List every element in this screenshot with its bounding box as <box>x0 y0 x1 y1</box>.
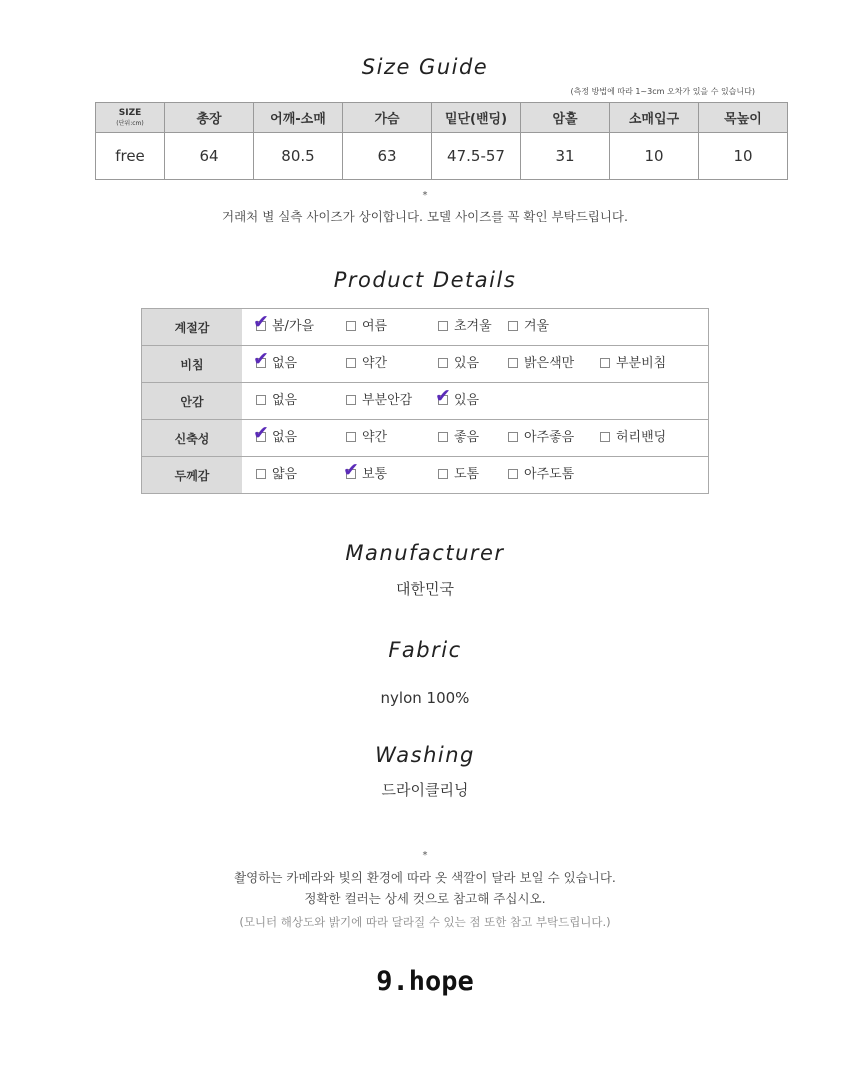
size-label-cell <box>96 103 165 133</box>
detail-option-label: 얇음 <box>272 467 298 482</box>
checkbox <box>438 432 448 442</box>
size-header: 암홀 <box>521 103 610 133</box>
detail-option-label: 아주도톰 <box>524 467 575 482</box>
size-label: SIZE <box>118 107 142 118</box>
detail-options <box>242 457 709 494</box>
checkbox <box>508 469 518 479</box>
footer-asterisk: * <box>422 850 428 861</box>
size-guide-note: (측정 방법에 따라 1~3cm 오차가 있을 수 있습니다) <box>570 87 755 96</box>
checkbox <box>346 432 356 442</box>
detail-option <box>343 457 388 493</box>
footer-line-2: 정확한 컬러는 상세 컷으로 참고해 주십시오. <box>304 891 546 906</box>
checkbox <box>508 321 518 331</box>
detail-option <box>435 383 480 419</box>
detail-label: 계절감 <box>142 309 243 346</box>
size-unit-label: (단위:cm) <box>116 119 144 127</box>
detail-row <box>142 420 709 457</box>
detail-option <box>600 346 666 382</box>
detail-option <box>508 420 574 456</box>
size-value: 63 <box>343 133 432 180</box>
checkbox <box>256 469 266 479</box>
size-value: 64 <box>165 133 254 180</box>
detail-option <box>346 420 387 456</box>
product-details-title: Product Details <box>333 268 517 292</box>
checked-checkbox <box>253 310 269 333</box>
footer-line-3: (모니터 해상도와 밝기에 따라 달라질 수 있는 점 또한 참고 부탁드립니다.) <box>239 915 611 929</box>
size-header: 총장 <box>165 103 254 133</box>
size-value: 80.5 <box>254 133 343 180</box>
checked-checkbox <box>343 458 359 481</box>
size-notice: 거래처 별 실측 사이즈가 상이합니다. 모델 사이즈를 꼭 확인 부탁드립니다. <box>222 209 628 224</box>
size-value: 31 <box>521 133 610 180</box>
detail-option-label: 보통 <box>362 467 388 482</box>
size-table-row <box>96 133 788 180</box>
detail-option <box>508 346 574 382</box>
detail-option <box>508 309 549 345</box>
size-value: 10 <box>610 133 699 180</box>
manufacturer-value: 대한민국 <box>396 580 454 598</box>
checkmark-icon: ✔ <box>343 458 359 481</box>
footer-line-1: 촬영하는 카메라와 빛의 환경에 따라 옷 색깔이 달라 보일 수 있습니다. <box>234 870 616 885</box>
detail-option-label: 겨울 <box>524 319 550 334</box>
detail-label: 비침 <box>142 346 243 383</box>
detail-option <box>438 457 479 493</box>
checkbox <box>438 321 448 331</box>
detail-option-label: 있음 <box>454 356 480 371</box>
size-header: 밑단(밴딩) <box>432 103 521 133</box>
size-asterisk: * <box>422 190 428 201</box>
detail-option-label: 약간 <box>362 356 388 371</box>
detail-option-label: 있음 <box>454 393 480 408</box>
detail-option-label: 없음 <box>272 356 298 371</box>
detail-option <box>253 346 298 382</box>
detail-label: 두께감 <box>142 457 243 494</box>
detail-option-label: 여름 <box>362 319 388 334</box>
detail-option <box>438 420 479 456</box>
detail-option-label: 부분비침 <box>616 356 667 371</box>
detail-label: 안감 <box>142 383 243 420</box>
fabric-value: nylon 100% <box>380 689 470 707</box>
detail-option-label: 초겨울 <box>454 319 492 334</box>
detail-option-label: 없음 <box>272 430 298 445</box>
detail-option-label: 허리밴딩 <box>616 430 667 445</box>
detail-option <box>600 420 666 456</box>
detail-option <box>508 457 574 493</box>
checked-checkbox <box>253 421 269 444</box>
checkbox <box>438 469 448 479</box>
detail-option-label: 좋음 <box>454 430 480 445</box>
detail-option <box>346 383 412 419</box>
checkmark-icon: ✔ <box>253 347 269 370</box>
size-header: 소매입구 <box>610 103 699 133</box>
washing-value: 드라이클리닝 <box>381 781 469 799</box>
detail-option-label: 없음 <box>272 393 298 408</box>
checkmark-icon: ✔ <box>435 384 451 407</box>
detail-option <box>438 346 479 382</box>
size-value: 10 <box>699 133 788 180</box>
detail-label: 신축성 <box>142 420 243 457</box>
checked-checkbox <box>253 347 269 370</box>
washing-title: Washing <box>375 743 475 767</box>
detail-row <box>142 346 709 383</box>
detail-option <box>346 309 387 345</box>
brand-logo: 9.hope <box>376 966 474 997</box>
product-details-table <box>141 308 709 494</box>
detail-option-label: 봄/가을 <box>272 319 315 334</box>
checkbox <box>256 395 266 405</box>
detail-option <box>253 309 315 345</box>
detail-option <box>256 383 297 419</box>
detail-option <box>256 457 297 493</box>
detail-row <box>142 457 709 494</box>
checkbox <box>600 432 610 442</box>
checkbox <box>508 358 518 368</box>
checkbox <box>346 321 356 331</box>
detail-options <box>242 383 709 420</box>
size-value: free <box>96 133 165 180</box>
detail-options <box>242 309 709 346</box>
size-value: 47.5-57 <box>432 133 521 180</box>
checkmark-icon: ✔ <box>253 310 269 333</box>
detail-option-label: 밝은색만 <box>524 356 575 371</box>
detail-row <box>142 309 709 346</box>
detail-option <box>253 420 298 456</box>
checked-checkbox <box>435 384 451 407</box>
fabric-title: Fabric <box>388 638 462 662</box>
size-guide-title: Size Guide <box>361 55 489 79</box>
checkbox <box>346 358 356 368</box>
checkbox <box>508 432 518 442</box>
detail-options <box>242 346 709 383</box>
manufacturer-title: Manufacturer <box>345 541 505 565</box>
detail-option-label: 아주좋음 <box>524 430 575 445</box>
detail-options <box>242 420 709 457</box>
detail-option-label: 부분안감 <box>362 393 413 408</box>
checkbox <box>438 358 448 368</box>
size-header: 가슴 <box>343 103 432 133</box>
size-header: 목높이 <box>699 103 788 133</box>
size-table <box>95 102 788 180</box>
detail-option <box>346 346 387 382</box>
detail-option-label: 약간 <box>362 430 388 445</box>
checkbox <box>600 358 610 368</box>
checkmark-icon: ✔ <box>253 421 269 444</box>
size-header: 어깨-소매 <box>254 103 343 133</box>
checkbox <box>346 395 356 405</box>
detail-option-label: 도톰 <box>454 467 480 482</box>
detail-row <box>142 383 709 420</box>
size-table-header <box>96 103 788 133</box>
detail-option <box>438 309 492 345</box>
